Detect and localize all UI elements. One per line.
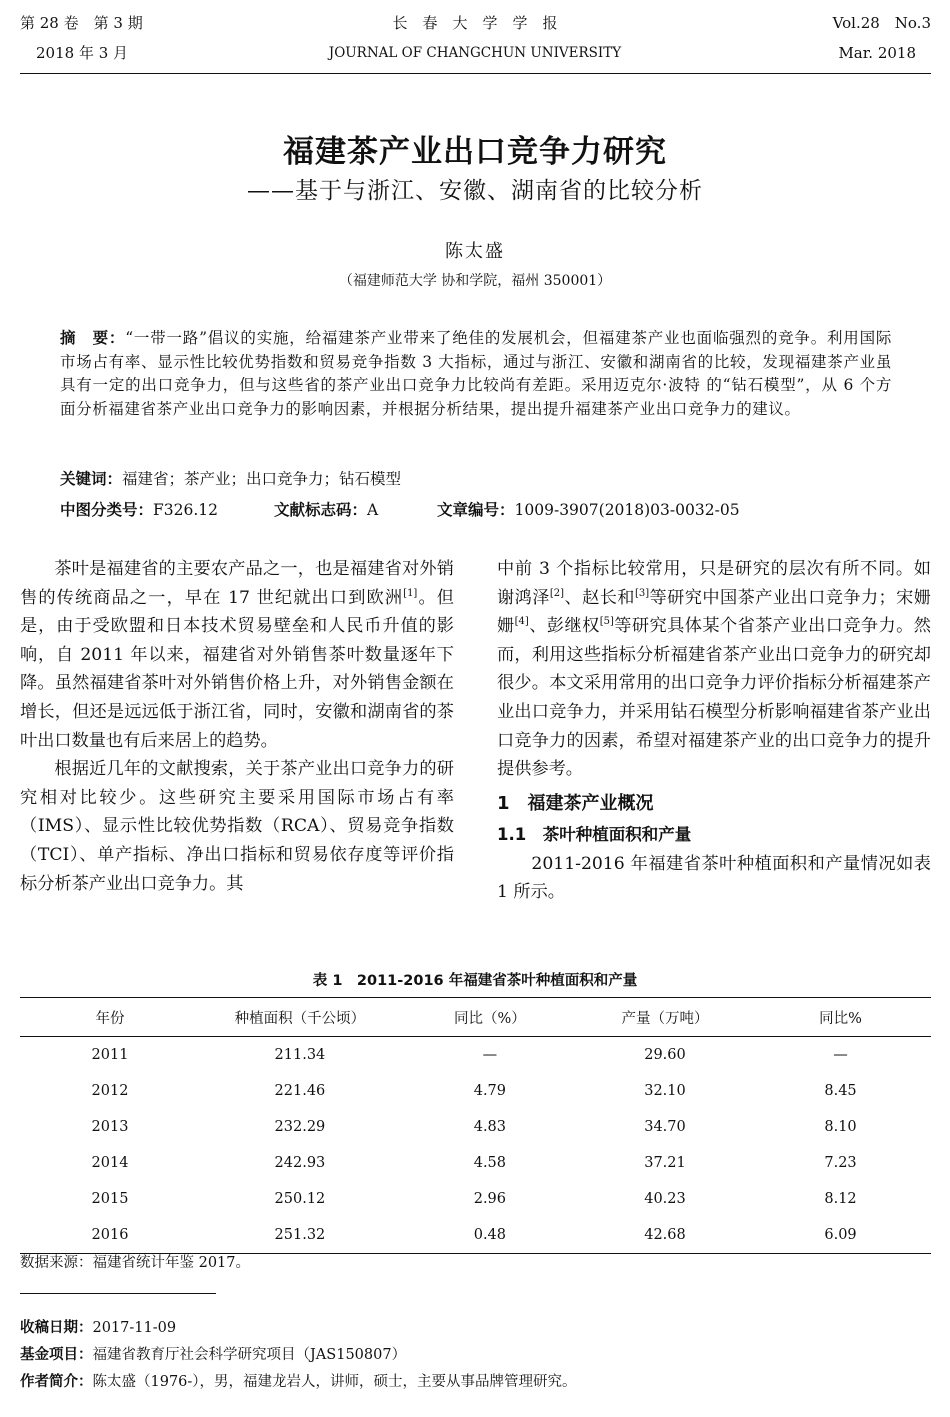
table-row [20, 1037, 931, 1074]
paragraph: 2011-2016 年福建省茶叶种植面积和产量情况如表 1 所示。 [497, 853, 931, 903]
table-header-row [20, 998, 931, 1037]
citation: [2] [549, 587, 565, 599]
received-label: 收稿日期： [20, 1320, 93, 1336]
author-name: 陈太盛 [445, 241, 505, 262]
paper-subtitle: ——基于与浙江、安徽、湖南省的比较分析 [247, 178, 703, 204]
fund-project [20, 1343, 406, 1364]
received-value: 2017-11-09 [92, 1320, 177, 1336]
received-date [20, 1316, 176, 1337]
bio-value: 陈太盛（1976-），男，福建龙岩人，讲师，硕士，主要从事品牌管理研究。 [92, 1374, 577, 1390]
column-header: 同比（%） [400, 998, 580, 1037]
clc-number [60, 498, 218, 520]
paragraph-text: 。但是，由于受欧盟和日本技术贸易壁垒和人民币升值的影响，自 2011 年以来，福建省对外销售茶叶数量逐年下降。虽然福建省茶叶对外销售价格上升，对外销售金额在增长，但还是远远低于浙江省，同时，安徽和湖南省的茶叶出口数量也有后来居上的趋势。 [20, 587, 454, 751]
paper-title: 福建茶产业出口竞争力研究 [283, 134, 667, 170]
keywords [60, 467, 401, 489]
paragraph [497, 555, 931, 784]
journal-name-cn: 长 春 大 学 学 报 [392, 14, 558, 32]
column-header: 产量（万吨） [580, 998, 750, 1037]
volume-issue-en: Vol.28 No.3 [832, 14, 931, 32]
fund-value: 福建省教育厅社会科学研究项目（JAS150807） [92, 1347, 407, 1363]
table-cell: 37.21 [644, 1155, 686, 1171]
doc-label: 文献标志码： [274, 501, 368, 519]
table-cell: 4.79 [473, 1083, 507, 1099]
table-row [20, 1217, 931, 1254]
table-cell: 250.12 [274, 1191, 326, 1207]
table-cell: 242.93 [274, 1155, 326, 1171]
table-row [20, 1181, 931, 1217]
date-en: Mar. 2018 [838, 44, 916, 62]
paragraph-text: 、赵长和 [564, 587, 635, 608]
affiliation: （福建师范大学 协和学院，福州 350001） [338, 273, 612, 289]
citation: [5] [599, 616, 614, 628]
table-cell: 8.10 [824, 1119, 857, 1135]
table-cell: 211.34 [274, 1047, 326, 1063]
table-cell: 2011 [91, 1047, 129, 1063]
volume-issue-cn: 第 28 卷 第 3 期 [20, 14, 143, 32]
body-right-column [497, 555, 931, 907]
paragraph [20, 555, 454, 755]
table-cell: 42.68 [644, 1227, 686, 1243]
table-cell: 8.45 [824, 1083, 857, 1099]
citation: [1] [403, 587, 418, 599]
abstract-label: 摘 要： [60, 329, 126, 347]
clc-value: F326.12 [153, 501, 219, 519]
keywords-label: 关键词： [60, 470, 123, 488]
table-cell: 2016 [91, 1227, 129, 1243]
column-header: 种植面积（千公顷） [200, 998, 400, 1037]
article-number [437, 498, 740, 520]
paragraph-text: 茶叶是福建省的主要农产品之一，也是福建省对外销售的传统商品之一，早在 17 世纪就出口到欧洲 [20, 559, 454, 608]
abstract-text: “一带一路”倡议的实施，给福建茶产业带来了绝佳的发展机会，但福建茶产业也面临强烈的竞争。利用国际市场占有率、显示性比较优势指数和贸易竞争指数 3 大指标，通过与浙江、安徽和湖南省的比较，发现福建茶产业虽具有一定的出口竞争力，但与这些省的茶产业出口竞争力比较尚有差距。采用迈克尔·波特 的“钻石模型”，从 6 个方面分析福建省茶产业出口竞争力的影响因素，并根据分析结果，提出提升福建茶产业出口竞争力的建议。 [60, 329, 892, 418]
article-value: 1009-3907(2018)03-0032-05 [514, 501, 740, 519]
citation: [3] [634, 587, 650, 599]
table-caption: 表 1 2011-2016 年福建省茶叶种植面积和产量 [312, 973, 638, 989]
keywords-text: 福建省；茶产业；出口竞争力；钻石模型 [122, 470, 402, 488]
abstract [60, 327, 892, 421]
table-cell: 8.12 [824, 1191, 857, 1207]
table-source-note: 数据来源：福建省统计年鉴 2017。 [20, 1255, 251, 1271]
table-cell: 2012 [91, 1083, 129, 1099]
article-label: 文章编号： [437, 501, 515, 519]
paragraph: 根据近几年的文献搜索，关于茶产业出口竞争力的研究相对比较少。这些研究主要采用国际市场占有率（IMS）、显示性比较优势指数（RCA）、贸易竞争指数（TCI）、单产指标、净出口指标和贸易依存度等评价指标分析茶产业出口竞争力。其 [20, 759, 454, 894]
footnote-rule [20, 1293, 216, 1294]
table-cell: 2013 [91, 1119, 129, 1135]
table-cell: 40.23 [644, 1191, 686, 1207]
fund-label: 基金项目： [20, 1347, 93, 1363]
table-row [20, 1109, 931, 1145]
table-cell: 0.48 [473, 1227, 507, 1243]
body-left-column [20, 555, 454, 898]
header-rule [20, 73, 931, 74]
column-header: 年份 [20, 998, 200, 1037]
table-cell: 6.09 [824, 1227, 857, 1243]
data-table [20, 997, 931, 1254]
table-cell: 34.70 [644, 1119, 686, 1135]
table-cell: 29.60 [644, 1047, 686, 1063]
table-row [20, 1145, 931, 1181]
table-cell: — [482, 1047, 498, 1063]
clc-label: 中图分类号： [60, 501, 154, 519]
author-bio [20, 1370, 577, 1391]
paragraph-text: 等研究中国茶产业出口竞争力；宋姗姗 [497, 587, 931, 637]
table-row [20, 1073, 931, 1109]
table-cell: 4.58 [473, 1155, 507, 1171]
section-heading: 1 福建茶产业概况 [497, 792, 654, 814]
journal-name-en: JOURNAL OF CHANGCHUN UNIVERSITY [328, 45, 622, 61]
table-cell: 2.96 [473, 1191, 507, 1207]
table-cell: 7.23 [824, 1155, 857, 1171]
table-cell: 2015 [91, 1191, 129, 1207]
date-cn: 2018 年 3 月 [36, 44, 129, 62]
paragraph-text: 等研究具体某个省茶产业出口竞争力。然而，利用这些指标分析福建省茶产业出口竞争力的研究却很少。本文采用常用的出口竞争力评价指标分析福建茶产业出口竞争力，并采用钻石模型分析影响福建省茶产业出口竞争力的因素，希望对福建茶产业的出口竞争力的提升提供参考。 [497, 616, 931, 780]
paragraph-text: 、彭继权 [528, 616, 600, 637]
citation: [4] [514, 616, 529, 628]
table-cell: 32.10 [644, 1083, 686, 1099]
table-cell: 221.46 [274, 1083, 326, 1099]
paragraph-text: 中前 3 个指标比较常用，只是研究的层次有所不同。如谢鸿泽 [497, 559, 931, 608]
table-cell: — [833, 1047, 848, 1063]
doc-value: A [367, 501, 379, 519]
bio-label: 作者简介： [20, 1374, 93, 1390]
document-code [274, 498, 378, 520]
table-cell: 4.83 [473, 1119, 507, 1135]
table-cell: 2014 [91, 1155, 129, 1171]
table-cell: 232.29 [274, 1119, 326, 1135]
column-header: 同比% [750, 998, 931, 1037]
subsection-heading: 1.1 茶叶种植面积和产量 [497, 824, 692, 844]
table-cell: 251.32 [274, 1227, 326, 1243]
